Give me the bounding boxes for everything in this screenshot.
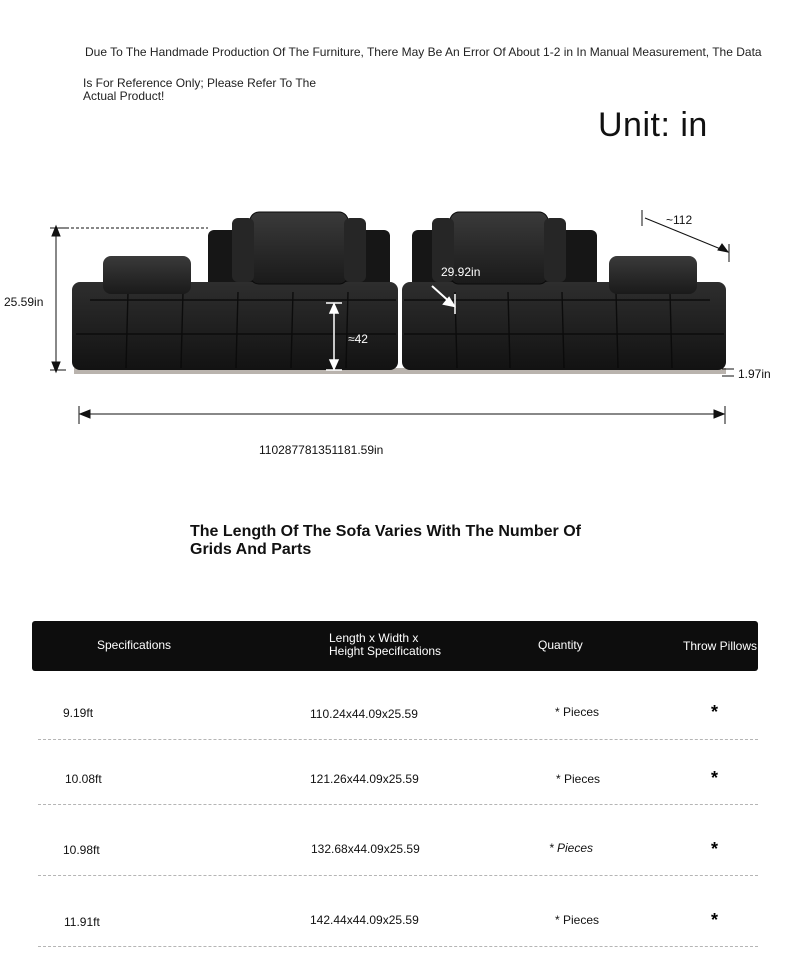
unit-label: Unit: in [598, 106, 708, 144]
right-arm-cushion [609, 256, 697, 294]
header-throw-pillows: Throw Pillows [683, 639, 758, 653]
row-pillows: * [711, 768, 719, 788]
row-quantity: * Pieces [555, 913, 600, 927]
row-pillows: * [711, 839, 719, 859]
table-row [38, 677, 758, 740]
header-size-line-2: Height Specifications [329, 644, 442, 658]
row-spec: 10.98ft [63, 843, 100, 857]
sofa-illustration [0, 195, 790, 465]
left-back-pillow [250, 212, 348, 284]
back-cushion-dimension-label: 29.92in [441, 265, 481, 279]
subtitle-line-1: The Length Of The Sofa Varies With The Number Of [190, 523, 581, 540]
spec-table-header [32, 621, 758, 671]
row-pillows: * [711, 910, 719, 930]
table-row [38, 809, 758, 876]
depth-dimension-label: ~112 [666, 213, 693, 227]
leg-dimension-label: 1.97in [738, 367, 771, 381]
row-size: 110.24x44.09x25.59 [310, 707, 418, 721]
row-quantity: * Pieces [555, 705, 600, 719]
row-spec: 9.19ft [63, 706, 94, 720]
left-seat [72, 282, 398, 370]
table-row [38, 742, 758, 805]
length-dimension-label: 110287781351181.59in [259, 443, 384, 457]
subtitle-line-2: Grids And Parts [190, 541, 312, 558]
header-specifications: Specifications [97, 638, 172, 652]
row-size: 132.68x44.09x25.59 [311, 842, 420, 856]
row-size: 142.44x44.09x25.59 [310, 913, 419, 927]
height-dimension-label: 25.59in [4, 295, 44, 309]
row-size: 121.26x44.09x25.59 [310, 772, 419, 786]
row-pillows: * [711, 702, 719, 722]
header-quantity: Quantity [538, 638, 583, 652]
disclaimer-line-3: Actual Product! [83, 89, 165, 103]
disclaimer-line-1: Due To The Handmade Production Of The Furniture, There May Be An Error Of About 1-2 in In Manual Measurement, The Data [85, 45, 762, 59]
row-quantity: * Pieces [549, 841, 594, 855]
left-arm-cushion [103, 256, 191, 294]
seat-dimension-label: ≈42 [348, 332, 368, 346]
row-quantity: * Pieces [556, 772, 601, 786]
header-size-line-1: Length x Width x [329, 631, 419, 645]
row-spec: 11.91ft [64, 915, 100, 929]
table-row [38, 880, 758, 947]
row-spec: 10.08ft [65, 772, 102, 786]
disclaimer-line-2: Is For Reference Only; Please Refer To The [83, 76, 316, 90]
